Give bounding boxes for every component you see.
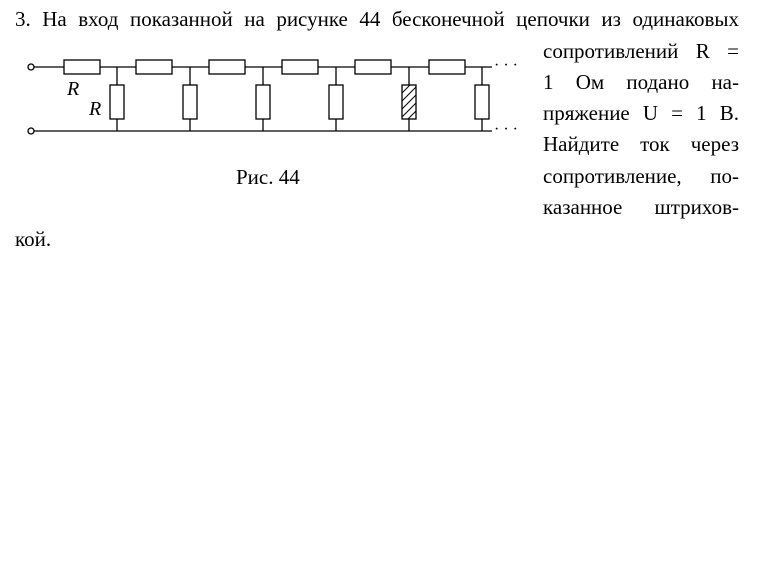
shunt-resistor: [183, 85, 197, 119]
series-resistor: [64, 60, 100, 74]
input-terminal-bottom: [28, 128, 34, 134]
series-resistor: [429, 60, 465, 74]
hatch-pattern: [402, 85, 416, 119]
problem-last-line: кой.: [15, 227, 52, 251]
ellipsis-bottom: · · ·: [494, 121, 518, 138]
problem-line-1-text: На вход показанной на рисунке 44 бесконечной цепочки из одинаковых: [42, 7, 739, 31]
figure-caption: Рис. 44: [236, 165, 300, 189]
problem-col-line-1: сопротивлений R =: [543, 39, 739, 63]
problem-col-line-2: 1 Ом подано на-: [543, 70, 739, 94]
shunt-resistor: [329, 85, 343, 119]
shunt-resistor: [256, 85, 270, 119]
problem-number: 3.: [15, 7, 31, 31]
problem-col-line-4: Найдите ток через: [543, 132, 739, 156]
shunt-resistor: [110, 85, 124, 119]
shunt-resistor-label: R: [89, 98, 102, 120]
series-resistor: [355, 60, 391, 74]
problem-col-line-5: сопротивление, по-: [543, 164, 739, 188]
ellipsis-top: · · ·: [494, 57, 518, 74]
series-resistor: [282, 60, 318, 74]
series-resistor-label: R: [67, 78, 80, 100]
problem-col-line-6: казанное штрихов-: [543, 195, 739, 219]
input-terminal-top: [28, 64, 34, 70]
series-resistor: [209, 60, 245, 74]
problem-col-line-3: пряжение U = 1 В.: [543, 101, 739, 125]
shunt-resistor: [475, 85, 489, 119]
series-resistor: [136, 60, 172, 74]
